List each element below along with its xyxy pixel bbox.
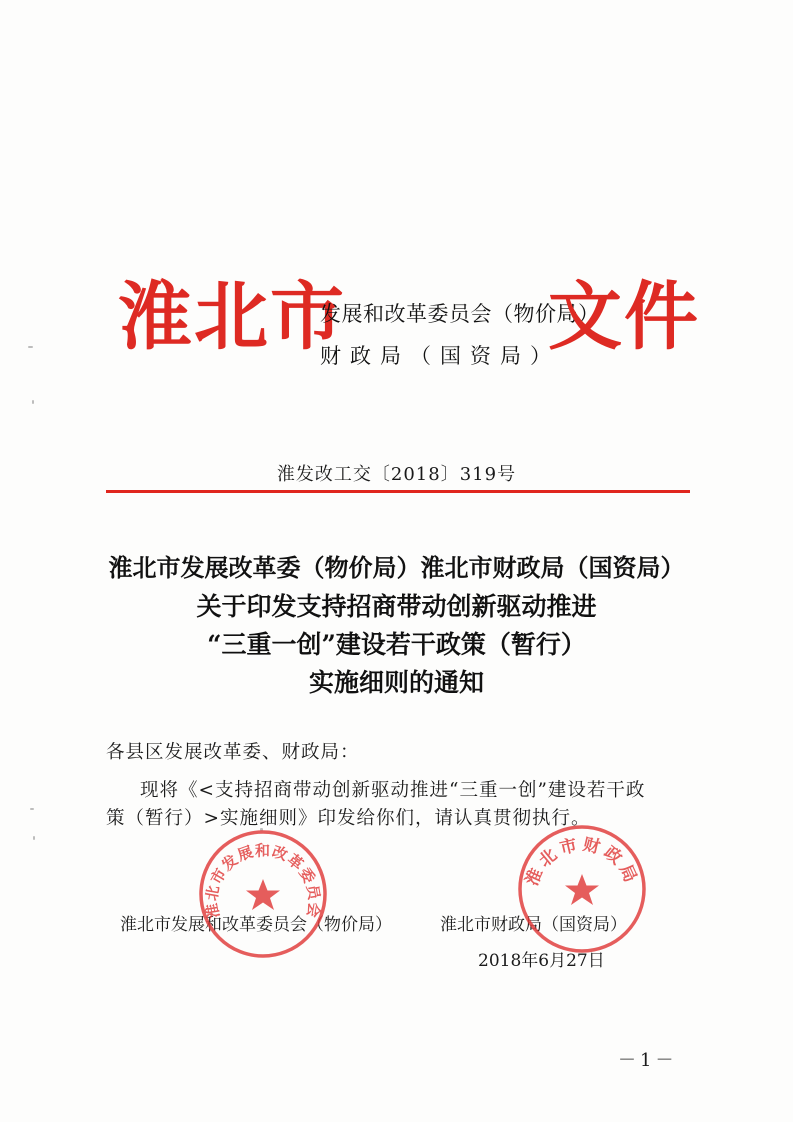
seal-right-stamp [515,822,649,956]
title-line-1: 淮北市发展改革委（物价局）淮北市财政局（国资局） [108,553,685,582]
title-line-2: 关于印发支持招商带动创新驱动推进 [196,592,597,621]
scan-speck [28,346,33,348]
seal-left-text: 淮北市发展和改革委员会 [202,841,324,920]
page-number: －1－ [618,1050,678,1071]
signature-right: 淮北市财政局（国资局） [440,915,627,935]
header-red-rule [106,490,690,493]
seal-right-text: 淮北市财政局 [522,834,642,890]
body-paragraph-line-1: 现将《<支持招商带动创新驱动推进“三重一创”建设若干政 [140,780,646,801]
body-paragraph-line-2: 策（暂行）>实施细则》印发给你们，请认真贯彻执行。 [106,808,591,829]
scan-speck [32,400,34,404]
header-org-line1: 发展和改革委员会（物价局） [320,302,600,326]
header-suffix: 文件 [548,274,700,360]
seal-left-stamp [196,827,330,961]
document-number: 淮发改工交〔2018〕319号 [276,464,517,485]
signature-date: 2018年6月27日 [478,951,605,971]
addressee: 各县区发展改革委、财政局： [106,742,360,763]
header-org-line2: 财政局（国资局） [320,344,560,368]
title-line-4: 实施细则的通知 [308,668,484,697]
signature-left: 淮北市发展和改革委员会（物价局） [120,915,392,935]
header-city: 淮北市 [118,274,346,360]
scan-speck [30,808,34,810]
scan-speck [33,836,35,840]
title-line-3: “三重一创”建设若干政策（暂行） [207,630,586,659]
